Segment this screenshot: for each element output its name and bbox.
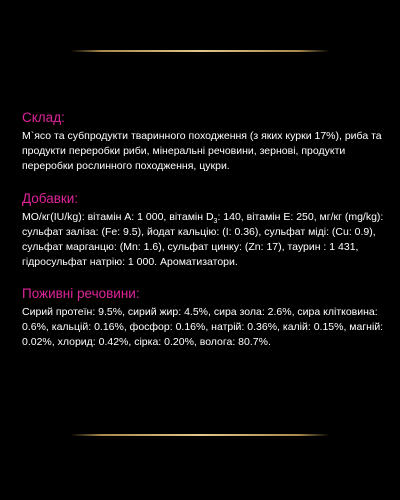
additives-section	[22, 191, 384, 270]
additives-text-part-1: МО/кг(IU/kg): вітамін А: 1 000, вітамін D	[22, 211, 214, 223]
additives-text-part-2: : 140, вітамін Е: 250, мг/кг (mg/kg): сульфат заліза: (Fe: 9.5), йодат кальцію: (I: 0.36), сульфат міді: (Cu: 0.9), сульфат марганцю: (Mn: 1.6), сульфат цинку: (Zn: 17), таурин : 1 431, гідросульфат натрію: 1 000. Ароматизатори.	[22, 211, 384, 268]
composition-text: М`ясо та субпродукти тваринного походження (з яких курки 17%), риба та продукти переробки риби, мінеральні речовини, зернові, продукти переробки рослинного походження, цукри.	[22, 130, 382, 172]
composition-section	[22, 110, 384, 174]
vitamin-d3-subscript: 3	[213, 218, 218, 226]
bottom-gold-divider	[70, 434, 330, 436]
additives-text	[22, 210, 384, 270]
nutrients-text: Сирий протеїн: 9.5%, сирий жир: 4.5%, сира зола: 2.6%, сира клітковина: 0.6%, кальцій: 0.16%, фосфор: 0.16%, натрій: 0.36%, калій: 0.15%, магній: 0.02%, хлорид: 0.42%, сірка: 0.20%, волога: 80.7%.	[22, 306, 384, 348]
nutrients-section	[22, 286, 384, 350]
top-gold-divider	[70, 50, 330, 52]
label-content	[22, 110, 384, 350]
additives-heading: Добавки:	[22, 191, 79, 206]
composition-heading: Склад:	[22, 110, 65, 125]
nutrients-heading: Поживні речовини:	[22, 286, 140, 301]
